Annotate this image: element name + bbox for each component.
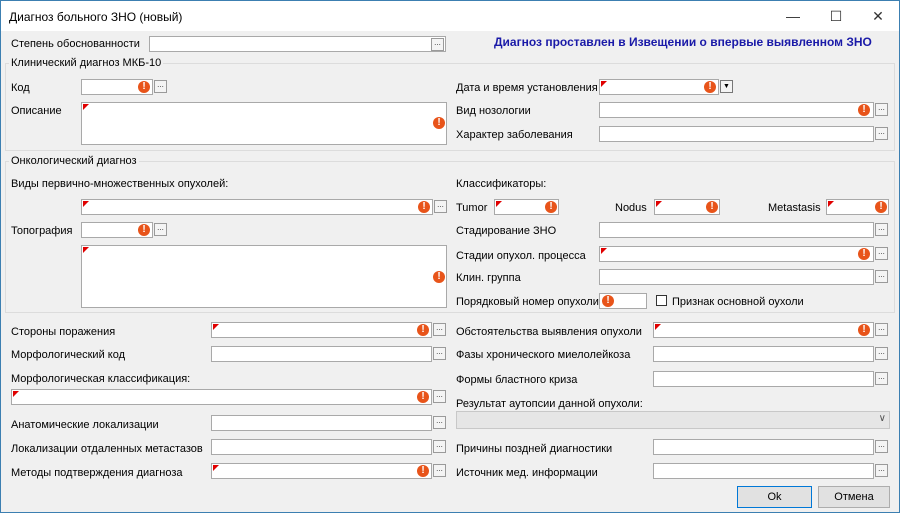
vidy-ellipsis-icon[interactable]: ... xyxy=(434,200,447,213)
anatom-label: Анатомические локализации xyxy=(11,419,159,431)
lokal-label: Локализации отдаленных метастазов xyxy=(11,443,203,455)
kod-ellipsis-icon[interactable]: ... xyxy=(154,80,167,93)
dropdown-icon[interactable]: ▼ xyxy=(720,80,733,93)
opisanie-label: Описание xyxy=(11,105,62,117)
stadii-label: Стадии опухол. процесса xyxy=(456,250,586,262)
topografiya-label: Топография xyxy=(11,225,73,237)
required-marker xyxy=(601,248,607,254)
error-icon: ! xyxy=(704,81,716,93)
error-icon: ! xyxy=(417,465,429,477)
window-title: Диагноз больного ЗНО (новый) xyxy=(9,10,183,24)
stepen-label: Степень обоснованности xyxy=(11,38,140,50)
required-marker xyxy=(655,324,661,330)
morfklass-label: Морфологическая классификация: xyxy=(11,373,191,385)
formy-label: Формы бластного криза xyxy=(456,374,578,386)
istochnik-ellipsis-icon[interactable]: ... xyxy=(875,464,888,477)
tumor-field[interactable] xyxy=(494,199,559,215)
obstoyat-label: Обстоятельства выявления опухоли xyxy=(456,326,642,338)
tumor-label: Tumor xyxy=(456,202,488,214)
close-button[interactable]: ✕ xyxy=(872,8,884,24)
obstoyat-field[interactable] xyxy=(653,322,874,338)
required-marker xyxy=(213,465,219,471)
notice-text: Диагноз проставлен в Извещении о впервые выявленном ЗНО xyxy=(494,35,872,49)
required-marker xyxy=(656,201,662,207)
fazy-field[interactable] xyxy=(653,346,874,362)
morfkod-field[interactable] xyxy=(211,346,432,362)
metastasis-label: Metastasis xyxy=(768,202,821,214)
poryadkovyi-label: Порядковый номер опухоли xyxy=(456,296,599,308)
data-field[interactable] xyxy=(599,79,719,95)
required-marker xyxy=(13,391,19,397)
title-bar xyxy=(1,1,899,31)
cancel-button[interactable]: Отмена xyxy=(818,486,890,508)
prichiny-ellipsis-icon[interactable]: ... xyxy=(875,440,888,453)
stadirovanie-label: Стадирование ЗНО xyxy=(456,225,557,237)
morfklass-ellipsis-icon[interactable]: ... xyxy=(433,390,446,403)
harakter-field[interactable] xyxy=(599,126,874,142)
prichiny-label: Причины поздней диагностики xyxy=(456,443,613,455)
required-marker xyxy=(83,201,89,207)
data-label: Дата и время установления xyxy=(456,82,598,94)
istochnik-label: Источник мед. информации xyxy=(456,467,598,479)
kod-field[interactable] xyxy=(81,79,153,95)
vid-field[interactable] xyxy=(599,102,874,118)
required-marker xyxy=(83,104,89,110)
nodus-field[interactable] xyxy=(654,199,720,215)
poryadkovyi-field[interactable] xyxy=(599,293,647,309)
morfklass-field[interactable] xyxy=(11,389,432,405)
vidy-label: Виды первично-множественных опухолей: xyxy=(11,178,229,190)
error-icon: ! xyxy=(417,324,429,336)
error-icon: ! xyxy=(602,295,614,307)
error-icon: ! xyxy=(875,201,887,213)
maximize-button[interactable]: ☐ xyxy=(829,8,843,24)
klin-label: Клин. группа xyxy=(456,272,521,284)
stadirovanie-ellipsis-icon[interactable]: ... xyxy=(875,223,888,236)
fazy-ellipsis-icon[interactable]: ... xyxy=(875,347,888,360)
error-icon: ! xyxy=(706,201,718,213)
anatom-field[interactable] xyxy=(211,415,432,431)
lokal-field[interactable] xyxy=(211,439,432,455)
error-icon: ! xyxy=(858,248,870,260)
topografiya-text-field[interactable] xyxy=(81,245,447,308)
metody-ellipsis-icon[interactable]: ... xyxy=(433,464,446,477)
error-icon: ! xyxy=(433,271,445,283)
harakter-label: Характер заболевания xyxy=(456,129,573,141)
required-marker xyxy=(601,81,607,87)
lokal-ellipsis-icon[interactable]: ... xyxy=(433,440,446,453)
priznak-checkbox[interactable] xyxy=(656,295,667,306)
required-marker xyxy=(828,201,834,207)
ellipsis-icon[interactable]: ... xyxy=(431,38,444,51)
formy-ellipsis-icon[interactable]: ... xyxy=(875,372,888,385)
error-icon: ! xyxy=(417,391,429,403)
error-icon: ! xyxy=(418,201,430,213)
prichiny-field[interactable] xyxy=(653,439,874,455)
error-icon: ! xyxy=(433,117,445,129)
nodus-label: Nodus xyxy=(615,202,647,214)
morfkod-label: Морфологический код xyxy=(11,349,126,361)
rezultat-label: Результат аутопсии данной опухоли: xyxy=(456,398,643,410)
klin-field[interactable] xyxy=(599,269,874,285)
stadii-field[interactable] xyxy=(599,246,874,262)
vidy-field[interactable] xyxy=(81,199,433,215)
stadii-ellipsis-icon[interactable]: ... xyxy=(875,247,888,260)
anatom-ellipsis-icon[interactable]: ... xyxy=(433,416,446,429)
istochnik-field[interactable] xyxy=(653,463,874,479)
obstoyat-ellipsis-icon[interactable]: ... xyxy=(875,323,888,336)
required-marker xyxy=(213,324,219,330)
chevron-down-icon: ∨ xyxy=(878,413,886,424)
required-marker xyxy=(496,201,502,207)
error-icon: ! xyxy=(858,104,870,116)
storony-ellipsis-icon[interactable]: ... xyxy=(433,323,446,336)
metastasis-field[interactable] xyxy=(826,199,889,215)
ok-button[interactable]: Ok xyxy=(737,486,812,508)
kod-label: Код xyxy=(11,82,30,94)
storony-label: Стороны поражения xyxy=(11,326,116,338)
mkb-group-title: Клинический диагноз МКБ-10 xyxy=(11,57,162,69)
morfkod-ellipsis-icon[interactable]: ... xyxy=(433,347,446,360)
vid-label: Вид нозологии xyxy=(456,105,531,117)
onko-group-title: Онкологический диагноз xyxy=(11,155,137,167)
stadirovanie-field[interactable] xyxy=(599,222,874,238)
formy-field[interactable] xyxy=(653,371,874,387)
error-icon: ! xyxy=(545,201,557,213)
opisanie-field[interactable] xyxy=(81,102,447,145)
topografiya-field[interactable] xyxy=(81,222,153,238)
harakter-ellipsis-icon[interactable]: ... xyxy=(875,127,888,140)
klin-ellipsis-icon[interactable]: ... xyxy=(875,270,888,283)
stepen-field[interactable] xyxy=(149,36,446,52)
fazy-label: Фазы хронического миелолейкоза xyxy=(456,349,631,361)
error-icon: ! xyxy=(138,224,150,236)
klassifikatory-label: Классификаторы: xyxy=(456,178,547,190)
metody-field[interactable] xyxy=(211,463,432,479)
error-icon: ! xyxy=(138,81,150,93)
required-marker xyxy=(83,247,89,253)
priznak-label: Признак основной оухоли xyxy=(672,296,804,308)
vid-ellipsis-icon[interactable]: ... xyxy=(875,103,888,116)
topografiya-ellipsis-icon[interactable]: ... xyxy=(154,223,167,236)
rezultat-dropdown[interactable] xyxy=(456,411,890,429)
error-icon: ! xyxy=(858,324,870,336)
storony-field[interactable] xyxy=(211,322,432,338)
metody-label: Методы подтверждения диагноза xyxy=(11,467,183,479)
minimize-button[interactable]: — xyxy=(786,8,800,24)
